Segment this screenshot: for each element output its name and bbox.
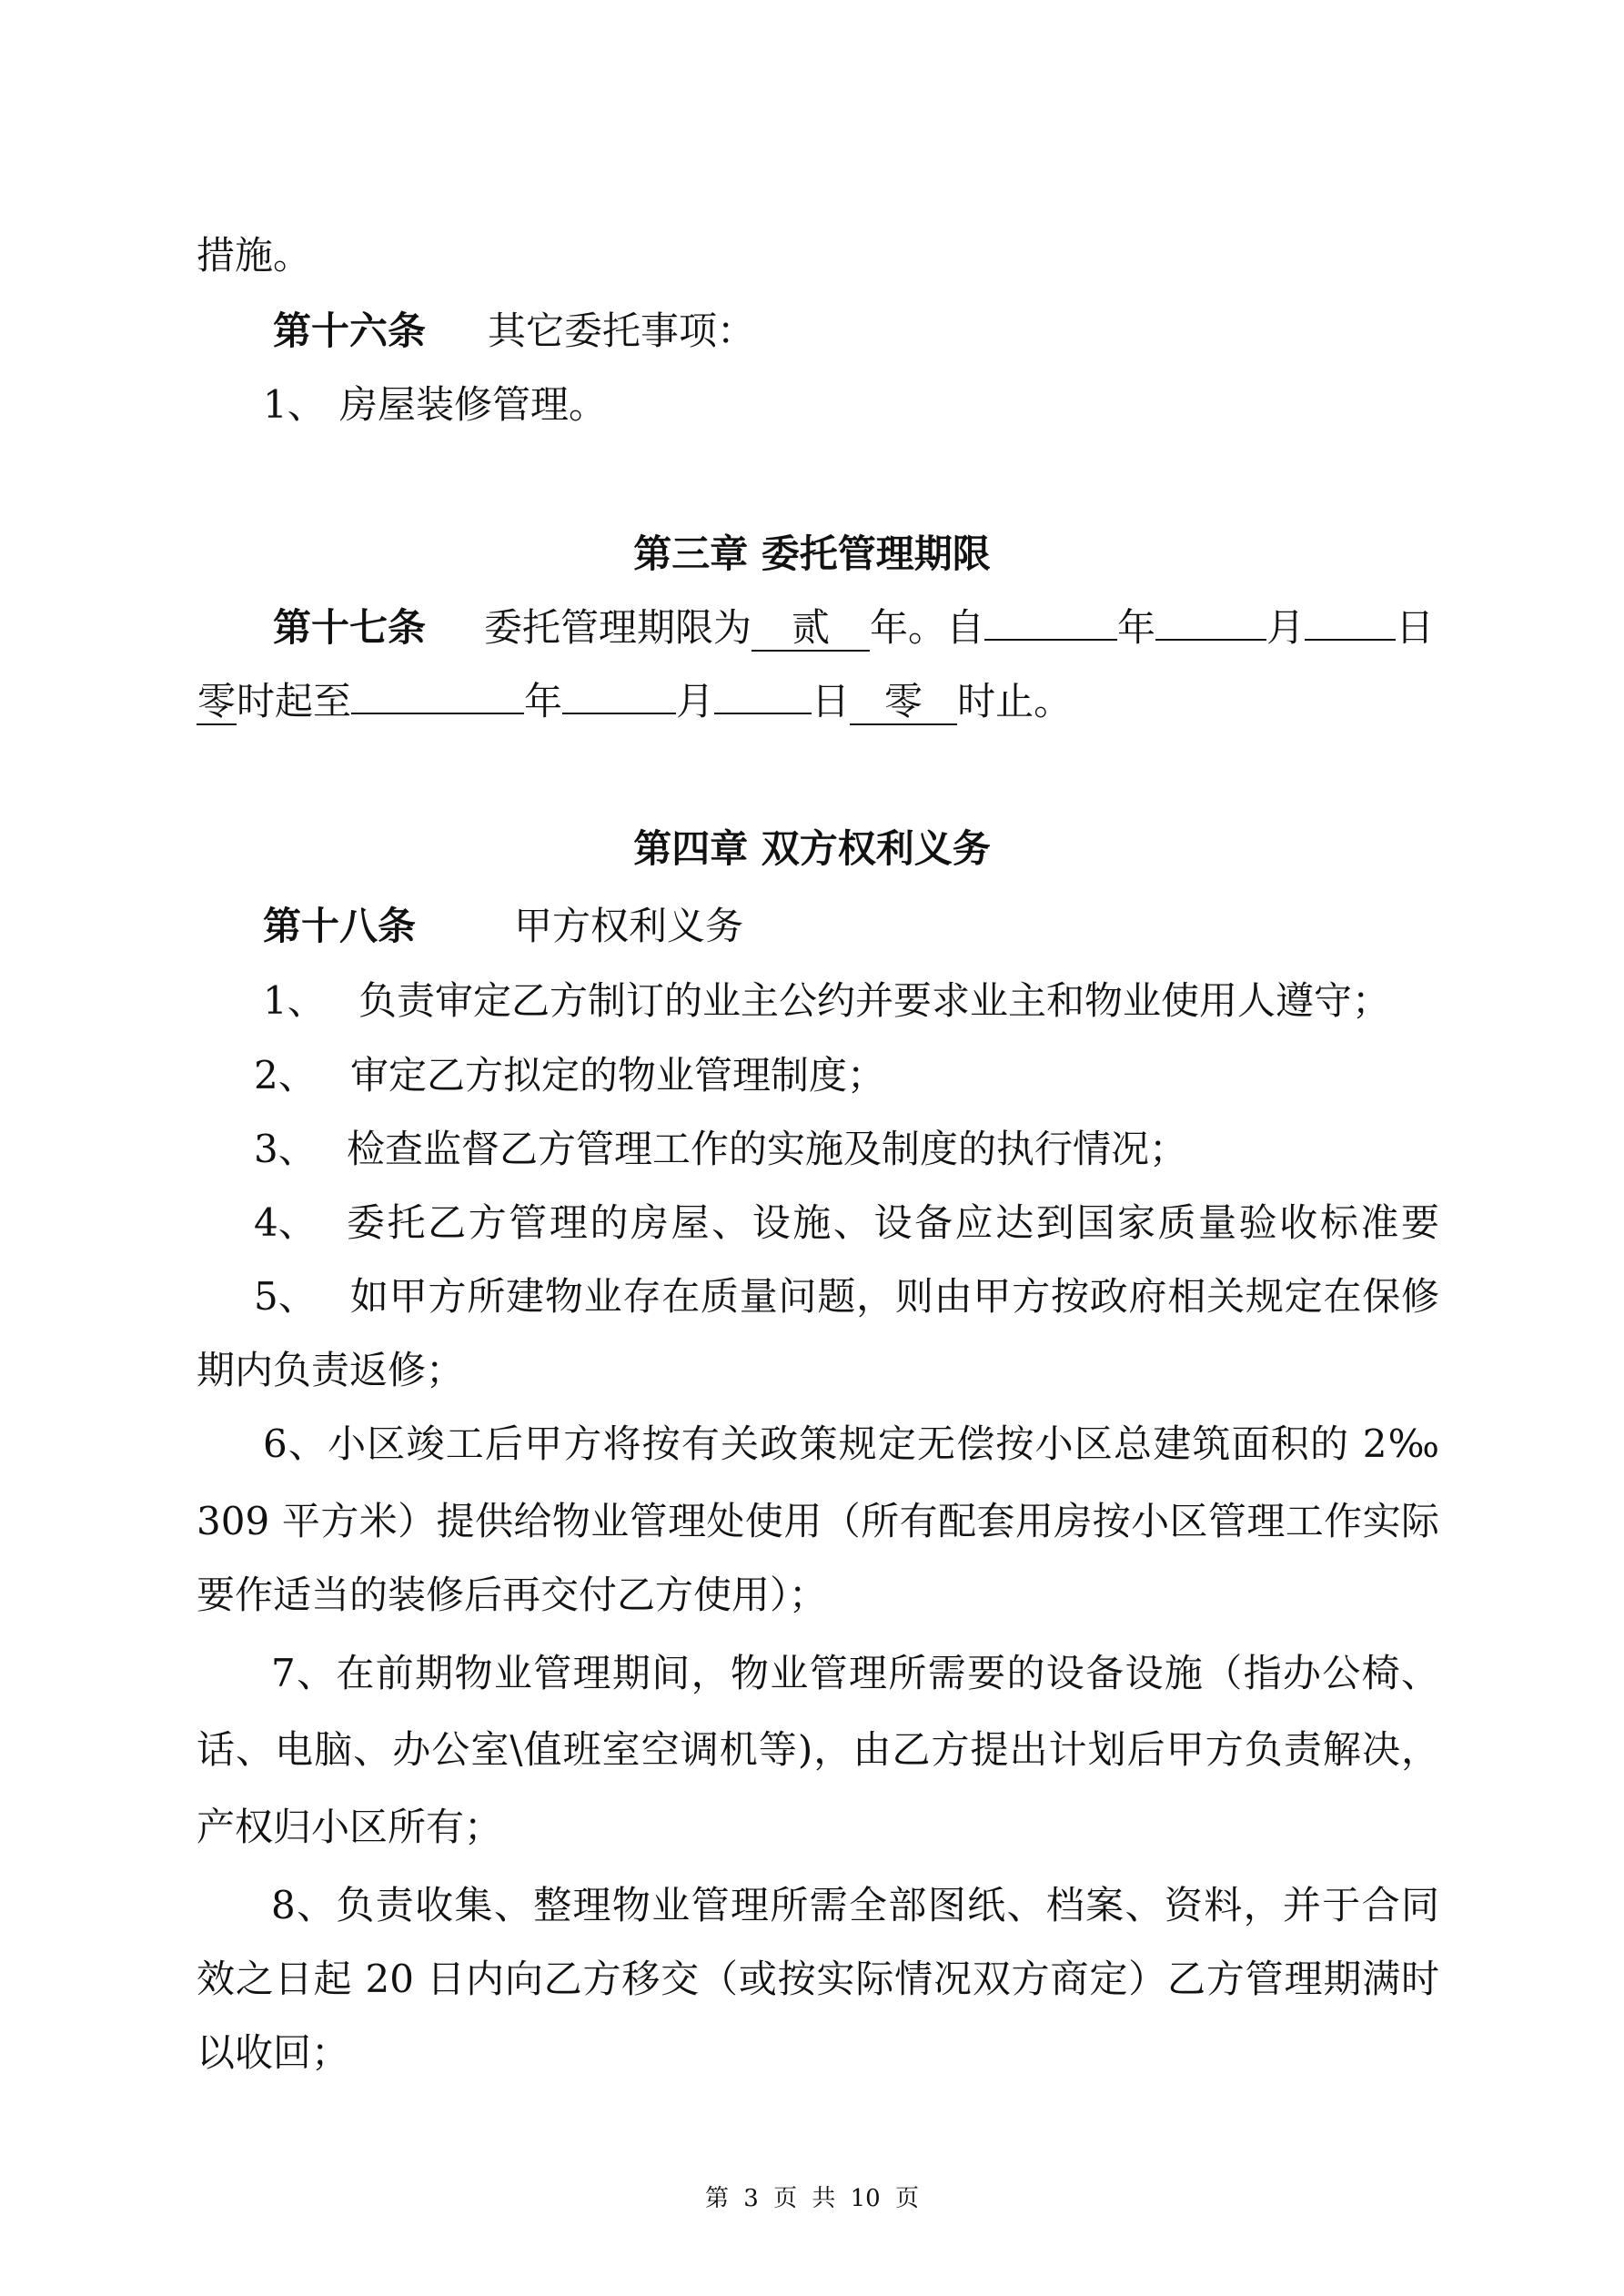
text: 日 (1396, 605, 1435, 650)
end-day-blank (714, 713, 812, 714)
text: 委托管理期限为 (484, 605, 752, 650)
article-18-label: 第十八条 (263, 904, 417, 948)
list-number: 5、 (254, 1274, 317, 1319)
item-6-line: 要作适当的装修后再交付乙方使用）； (197, 1573, 828, 1617)
page-footer: 第 3 页 共 10 页 (705, 2185, 919, 2212)
list-number: 3、 (254, 1127, 317, 1171)
text: 时止。 (957, 679, 1073, 723)
article-17-line-1 (484, 602, 1434, 653)
list-item: 负责审定乙方制订的业主公约并要求业主和物业使用人遵守； (358, 978, 1391, 1023)
list-item: 委托乙方管理的房屋、设施、设备应达到国家质量验收标准要 (347, 1200, 1439, 1245)
article-16-label: 第十六条 (273, 308, 427, 353)
end-year-blank (351, 713, 524, 714)
article-16-title: 其它委托事项： (488, 308, 756, 353)
text: 月 (676, 679, 715, 723)
start-month-blank (1155, 639, 1266, 641)
end-month-blank (562, 713, 676, 714)
item-6-line: 309 平方米）提供给物业管理处使用（所有配套用房按小区管理工作实际 (197, 1499, 1439, 1543)
text: 年 (524, 679, 563, 723)
text: 年。自 (870, 605, 985, 650)
list-number: 1、 (263, 382, 326, 427)
list-item: 审定乙方拟定的物业管理制度； (350, 1053, 886, 1097)
list-item: 如甲方所建物业存在质量问题，则由甲方按政府相关规定在保修 (350, 1274, 1439, 1319)
article-17-label: 第十七条 (273, 605, 427, 650)
text: 月 (1266, 605, 1306, 650)
item-6-line: 6、小区竣工后甲方将按有关政策规定无偿按小区总建筑面积的 2‰ (263, 1421, 1439, 1466)
list-item: 房屋装修管理。 (339, 382, 608, 427)
article-17-line-2 (197, 676, 1072, 727)
item-7-line: 7、在前期物业管理期间，物业管理所需要的设备设施（指办公椅、 (271, 1651, 1439, 1695)
list-number: 4、 (254, 1200, 317, 1245)
item-8-line: 以收回； (197, 2030, 350, 2075)
text: 年 (1117, 605, 1156, 650)
chapter-3-heading: 第三章 委托管理期限 (633, 531, 991, 576)
start-hour-field: 零 (197, 679, 236, 723)
list-number: 2、 (254, 1053, 317, 1097)
paragraph-line: 措施。 (197, 233, 312, 278)
item-8-line: 效之日起 20 日内向乙方移交（或按实际情况双方商定）乙方管理期满时 (197, 1957, 1439, 2001)
list-item-continued: 期内负责返修； (197, 1348, 465, 1392)
item-8-line: 8、负责收集、整理物业管理所需全部图纸、档案、资料，并于合同 (271, 1883, 1439, 1927)
years-field: 贰 (751, 606, 870, 652)
list-item: 检查监督乙方管理工作的实施及制度的执行情况； (347, 1127, 1188, 1171)
item-7-line: 产权归小区所有； (197, 1805, 503, 1849)
text: 时起至 (237, 679, 352, 723)
list-number: 1、 (263, 978, 326, 1023)
start-year-blank (984, 639, 1117, 641)
start-day-blank (1305, 639, 1396, 641)
item-7-line: 话、电脑、办公室\值班室空调机等)，由乙方提出计划后甲方负责解决， (197, 1727, 1439, 1772)
end-hour-field: 零 (850, 680, 957, 725)
chapter-4-heading: 第四章 双方权利义务 (633, 826, 991, 871)
text: 日 (812, 679, 851, 723)
article-18-title: 甲方权利义务 (514, 904, 744, 948)
